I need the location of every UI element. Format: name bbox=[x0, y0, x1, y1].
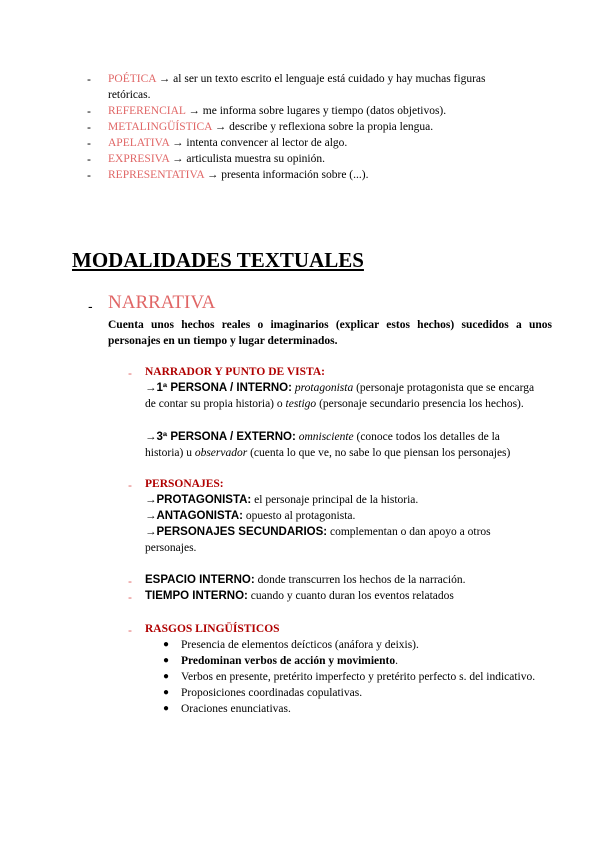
tercera-persona-line2 bbox=[145, 445, 510, 461]
primera-persona-line2 bbox=[145, 396, 524, 412]
function-text: intenta convencer al lector de algo. bbox=[186, 137, 348, 149]
narrativa-definition-line1: Cuenta unos hechos reales o imaginarios (explicar estos hechos) sucedidos a unos bbox=[108, 319, 552, 331]
arrow: → bbox=[214, 121, 227, 133]
term: protagonista bbox=[294, 382, 354, 394]
subsection-dash: - bbox=[128, 574, 132, 588]
tercera-persona-label: →3ª PERSONA / EXTERNO: bbox=[145, 431, 296, 443]
definition-text: complementan o dan apoyo a otros bbox=[330, 526, 491, 538]
rasgos-item-bold: Predominan verbos de acción y movimiento bbox=[181, 655, 396, 667]
narrador-title: NARRADOR Y PUNTO DE VISTA: bbox=[145, 366, 325, 378]
subsection-dash: - bbox=[128, 478, 132, 492]
bullet: ● bbox=[163, 671, 170, 682]
secundarios-line bbox=[145, 524, 491, 540]
subsection-dash: - bbox=[128, 366, 132, 380]
list-item bbox=[108, 151, 325, 167]
list-dash: - bbox=[87, 168, 91, 182]
rasgos-item bbox=[181, 653, 398, 669]
arrow: → bbox=[172, 137, 184, 149]
bullet: ● bbox=[163, 655, 170, 666]
definition-text: donde transcurren los hechos de la narración. bbox=[257, 574, 466, 586]
tiempo-line bbox=[145, 588, 454, 604]
primera-persona-label: →1ª PERSONA / INTERNO: bbox=[145, 382, 292, 394]
function-name: REFERENCIAL bbox=[108, 105, 186, 117]
definition-text: (personaje protagonista que se encarga bbox=[356, 382, 535, 394]
section-heading: MODALIDADES TEXTUALES bbox=[72, 248, 364, 272]
bullet: ● bbox=[163, 687, 170, 698]
arrow: → bbox=[172, 153, 184, 165]
list-dash: - bbox=[87, 104, 91, 118]
list-dash: - bbox=[87, 120, 91, 134]
list-item bbox=[108, 119, 433, 135]
rasgos-item: Oraciones enunciativas. bbox=[181, 703, 291, 715]
function-name: METALINGÜÍSTICA bbox=[108, 121, 212, 133]
subsection-dash: - bbox=[128, 590, 132, 604]
function-text: presenta información sobre (...). bbox=[221, 169, 369, 181]
function-name: POÉTICA bbox=[108, 73, 156, 85]
definition-text: historia) u bbox=[145, 447, 192, 459]
definition-text: (cuenta lo que ve, no sabe lo que piensan los personajes) bbox=[250, 447, 511, 459]
definition-text: (personaje secundario presencia los hechos). bbox=[319, 398, 524, 410]
secundarios-continuation: personajes. bbox=[145, 542, 197, 554]
list-dash: - bbox=[87, 72, 91, 86]
term: observador bbox=[194, 447, 248, 459]
function-text: describe y reflexiona sobre la propia lengua. bbox=[229, 121, 434, 133]
arrow: → bbox=[206, 169, 219, 181]
period: . bbox=[395, 655, 398, 667]
definition-text: opuesto al protagonista. bbox=[245, 510, 356, 522]
rasgos-title: RASGOS LINGÜÍSTICOS bbox=[145, 623, 280, 635]
espacio-line bbox=[145, 572, 465, 588]
tercera-persona-line1 bbox=[145, 429, 500, 445]
list-item bbox=[108, 167, 368, 183]
arrow: → bbox=[188, 105, 200, 117]
primera-persona-line1 bbox=[145, 380, 534, 396]
list-item-continuation: retóricas. bbox=[108, 89, 151, 101]
rasgos-item: Verbos en presente, pretérito imperfecto y pretérito perfecto s. del indicativo. bbox=[181, 671, 536, 683]
subsection-dash: - bbox=[128, 623, 132, 637]
list-dash: - bbox=[87, 152, 91, 166]
definition-text: cuando y cuanto duran los eventos relatados bbox=[250, 590, 454, 602]
definition-text: (conoce todos los detalles de la bbox=[356, 431, 500, 443]
function-name: REPRESENTATIVA bbox=[108, 169, 204, 181]
narrativa-definition-line2: personajes en un tiempo y lugar determinados. bbox=[108, 335, 338, 347]
bullet: ● bbox=[163, 639, 170, 650]
list-dash: - bbox=[87, 136, 91, 150]
function-name: EXPRESIVA bbox=[108, 153, 170, 165]
protagonista-label: →PROTAGONISTA: bbox=[145, 494, 252, 506]
protagonista-line bbox=[145, 492, 418, 508]
antagonista-line bbox=[145, 508, 355, 524]
rasgos-item: Presencia de elementos deícticos (anáfora y deixis). bbox=[181, 639, 419, 651]
espacio-label: ESPACIO INTERNO: bbox=[145, 574, 255, 586]
function-name: APELATIVA bbox=[108, 137, 170, 149]
narrativa-title: NARRATIVA bbox=[108, 292, 216, 313]
secundarios-label: →PERSONAJES SECUNDARIOS: bbox=[145, 526, 328, 538]
function-text: me informa sobre lugares y tiempo (datos objetivos). bbox=[202, 105, 447, 117]
list-item bbox=[108, 103, 446, 119]
rasgos-item: Proposiciones coordinadas copulativas. bbox=[181, 687, 363, 699]
function-text: al ser un texto escrito el lenguaje está cuidado y hay muchas figuras bbox=[173, 73, 486, 85]
antagonista-label: →ANTAGONISTA: bbox=[145, 510, 243, 522]
bullet: ● bbox=[163, 703, 170, 714]
list-item bbox=[108, 71, 485, 87]
section-dash: - bbox=[88, 298, 93, 314]
term: omnisciente bbox=[298, 431, 354, 443]
definition-text: el personaje principal de la historia. bbox=[254, 494, 419, 506]
personajes-title: PERSONAJES: bbox=[145, 478, 224, 490]
list-item bbox=[108, 135, 347, 151]
function-text: articulista muestra su opinión. bbox=[186, 153, 326, 165]
definition-text: de contar su propia historia) o bbox=[145, 398, 283, 410]
arrow: → bbox=[158, 73, 171, 85]
term: testigo bbox=[285, 398, 317, 410]
tiempo-label: TIEMPO INTERNO: bbox=[145, 590, 248, 602]
